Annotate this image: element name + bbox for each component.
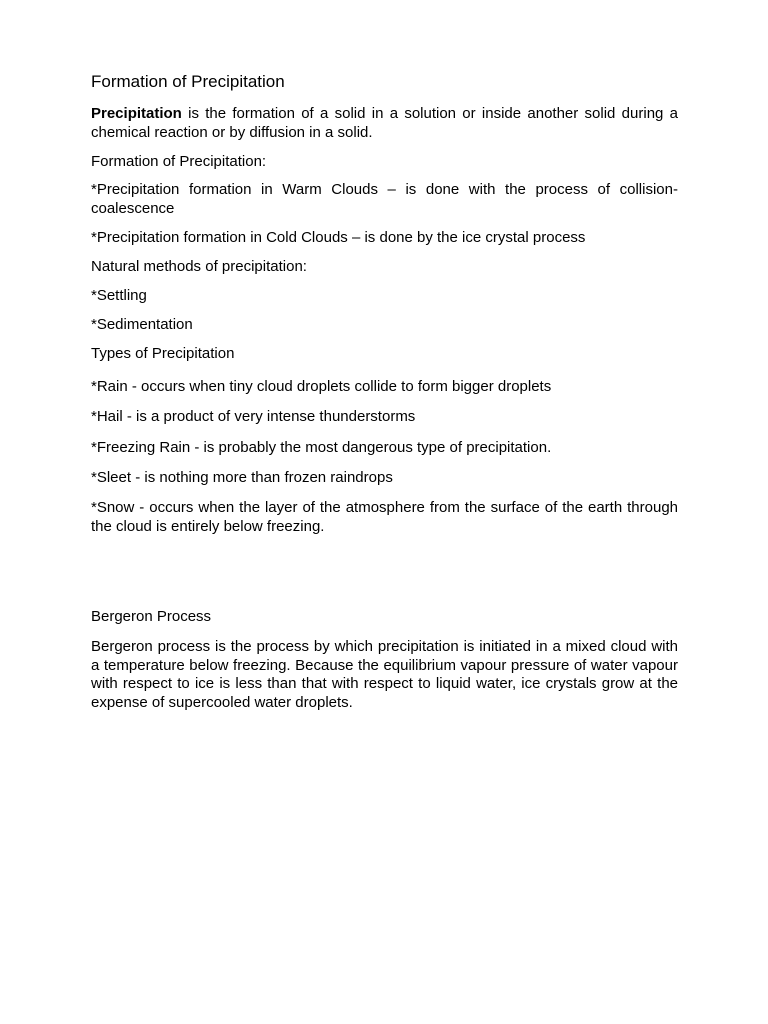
formation-heading: Formation of Precipitation:: [91, 153, 267, 170]
definition-term: Precipitation: [91, 105, 182, 122]
document-title: Formation of Precipitation: [91, 72, 285, 91]
bergeron-paragraph: Bergeron process is the process by which precipitation is initiated in a mixed cloud with a temperature below freezing. Because the equilibrium vapour pressure of water vapour with respect to ice is less than that with respect to liquid water, ice crystals grow at the expense of supercooled water droplets.: [91, 638, 678, 711]
freezing-rain-item: *Freezing Rain - is probably the most dangerous type of precipitation.: [91, 439, 552, 456]
types-heading: Types of Precipitation: [91, 345, 235, 362]
settling-item: *Settling: [91, 287, 147, 304]
snow-item: *Snow - occurs when the layer of the atmosphere from the surface of the earth through the cloud is entirely below freezing.: [91, 499, 678, 535]
cold-clouds-item: *Precipitation formation in Cold Clouds – is done by the ice crystal process: [91, 229, 586, 246]
natural-methods-heading: Natural methods of precipitation:: [91, 258, 307, 275]
definition-paragraph: [91, 104, 678, 142]
warm-clouds-item: *Precipitation formation in Warm Clouds – is done with the process of collision-coalescence: [91, 181, 678, 217]
definition-text: is the formation of a solid in a solution or inside another solid during a chemical reaction or by diffusion in a solid.: [91, 105, 678, 141]
hail-item: *Hail - is a product of very intense thunderstorms: [91, 408, 416, 425]
sleet-item: *Sleet - is nothing more than frozen raindrops: [91, 469, 393, 486]
sedimentation-item: *Sedimentation: [91, 316, 193, 333]
rain-item: *Rain - occurs when tiny cloud droplets collide to form bigger droplets: [91, 378, 552, 395]
bergeron-heading: Bergeron Process: [91, 608, 212, 625]
